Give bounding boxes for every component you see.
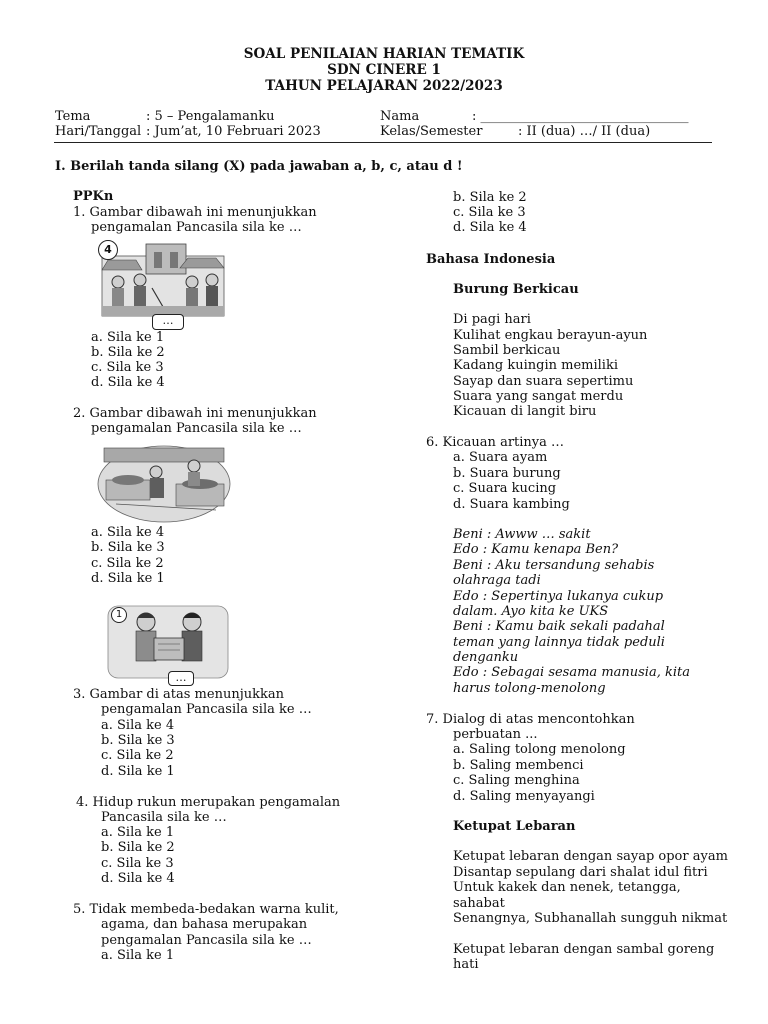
dialog-line: Edo : Kamu kenapa Ben? <box>453 542 619 557</box>
q6-line-1: 6. Kicauan artinya … <box>426 435 565 450</box>
q3-option-a: a. Sila ke 4 <box>101 718 175 733</box>
q1-option-d: d. Sila ke 4 <box>91 375 165 390</box>
q3-line-2: pengamalan Pancasila sila ke … <box>101 702 312 717</box>
q1-option-c: c. Sila ke 3 <box>91 360 164 375</box>
poem-1-line: Sambil berkicau <box>453 343 561 358</box>
q2-option-a: a. Sila ke 4 <box>91 525 165 540</box>
q7-option-b: b. Saling membenci <box>453 758 584 773</box>
q7-option-a: a. Saling tolong menolong <box>453 742 626 757</box>
q7-option-c: c. Saling menghina <box>453 773 580 788</box>
poem-2-line: sahabat <box>453 896 505 911</box>
title-line-1: SOAL PENILAIAN HARIAN TEMATIK <box>243 46 525 62</box>
poem-2-line: Untuk kakek dan nenek, tetangga, <box>453 880 681 895</box>
q5-line-3: pengamalan Pancasila sila ke … <box>101 933 312 948</box>
q2-line-1: 2. Gambar dibawah ini menunjukkan <box>73 406 317 421</box>
poem-1-line: Kicauan di langit biru <box>453 404 597 419</box>
dialog-line: dalam. Ayo kita ke UKS <box>453 604 609 619</box>
q3-answer-box: … <box>168 671 194 686</box>
q1-line-2: pengamalan Pancasila sila ke … <box>91 220 302 235</box>
q4-option-a: a. Sila ke 1 <box>101 825 175 840</box>
q7-option-d: d. Saling menyayangi <box>453 789 595 804</box>
q6-option-a: a. Suara ayam <box>453 450 548 465</box>
q6-option-c: c. Suara kucing <box>453 481 557 496</box>
q2-option-b: b. Sila ke 3 <box>91 540 165 555</box>
q4-line-2: Pancasila sila ke … <box>101 810 227 825</box>
q4-option-d: d. Sila ke 4 <box>101 871 175 886</box>
dialog-line: Edo : Sepertinya lukanya cukup <box>453 589 664 604</box>
tema-value: : 5 – Pengalamanku <box>146 109 275 124</box>
dialog-line: teman yang lainnya tidak peduli <box>453 635 665 650</box>
nama-label: Nama <box>380 109 420 124</box>
poem-2-line: Ketupat lebaran dengan sambal goreng <box>453 942 715 957</box>
q3-badge: 1 <box>111 607 127 623</box>
poem-1-title: Burung Berkicau <box>453 282 579 297</box>
dialog-line: Beni : Aku tersandung sehabis <box>453 558 655 573</box>
title-line-3: TAHUN PELAJARAN 2022/2023 <box>265 78 503 94</box>
q5-option-b: b. Sila ke 2 <box>453 190 527 205</box>
hari-label: Hari/Tanggal <box>55 124 142 139</box>
section-instruction: I. Berilah tanda silang (X) pada jawaban a, b, c, atau d ! <box>55 159 463 174</box>
poem-1-line: Sayap dan suara sepertimu <box>453 374 634 389</box>
q3-option-c: c. Sila ke 2 <box>101 748 174 763</box>
q6-option-d: d. Suara kambing <box>453 497 570 512</box>
q5-option-c: c. Sila ke 3 <box>453 205 526 220</box>
q2-option-c: c. Sila ke 2 <box>91 556 164 571</box>
q3-option-d: d. Sila ke 1 <box>101 764 175 779</box>
kelas-value: : II (dua) …/ II (dua) <box>518 124 651 139</box>
dialog-line: Beni : Kamu baik sekali padahal <box>453 619 665 634</box>
title-line-2: SDN CINERE 1 <box>327 62 441 78</box>
poem-2-title: Ketupat Lebaran <box>453 819 576 834</box>
poem-2-line: hati <box>453 957 479 972</box>
hari-value: : Jum’at, 10 Februari 2023 <box>146 124 321 139</box>
q6-option-b: b. Suara burung <box>453 466 561 481</box>
q1-option-a: a. Sila ke 1 <box>91 330 165 345</box>
q1-line-1: 1. Gambar dibawah ini menunjukkan <box>73 205 317 220</box>
poem-1-line: Suara yang sangat merdu <box>453 389 624 404</box>
dialog-line: olahraga tadi <box>453 573 541 588</box>
q4-line-1: 4. Hidup rukun merupakan pengamalan <box>76 795 341 810</box>
poem-2-line: Ketupat lebaran dengan sayap opor ayam <box>453 849 728 864</box>
header-rule <box>54 142 712 143</box>
dialog-line: harus tolong-menolong <box>453 681 606 696</box>
poem-1-line: Kadang kuingin memiliki <box>453 358 618 373</box>
dialog-line: Edo : Sebagai sesama manusia, kita <box>453 665 690 680</box>
q7-line-1: 7. Dialog di atas mencontohkan <box>426 712 635 727</box>
q7-line-2: perbuatan ... <box>453 727 538 742</box>
q3-option-b: b. Sila ke 3 <box>101 733 175 748</box>
q1-option-b: b. Sila ke 2 <box>91 345 165 360</box>
q1-answer-box: … <box>152 314 184 330</box>
poem-2-line: Disantap sepulang dari shalat idul fitri <box>453 865 708 880</box>
poem-1-line: Di pagi hari <box>453 312 531 327</box>
dialog-line: Beni : Awww … sakit <box>453 527 591 542</box>
q5-line-2: agama, dan bahasa merupakan <box>101 917 308 932</box>
q1-badge: 4 <box>98 240 118 260</box>
q4-option-b: b. Sila ke 2 <box>101 840 175 855</box>
poem-2-line: Senangnya, Subhanallah sungguh nikmat <box>453 911 728 926</box>
q2-illustration <box>96 440 232 524</box>
q3-line-1: 3. Gambar di atas menunjukkan <box>73 687 284 702</box>
q2-line-2: pengamalan Pancasila sila ke … <box>91 421 302 436</box>
q5-line-1: 5. Tidak membeda-bedakan warna kulit, <box>73 902 339 917</box>
q5-option-d: d. Sila ke 4 <box>453 220 527 235</box>
poem-1-line: Kulihat engkau berayun-ayun <box>453 328 648 343</box>
nama-value: : ________________________________ <box>472 109 689 124</box>
dialog-line: denganku <box>453 650 519 665</box>
tema-label: Tema <box>55 109 91 124</box>
q5-option-a: a. Sila ke 1 <box>101 948 175 963</box>
subject-ppkn: PPKn <box>73 189 114 204</box>
subject-bahasa-indonesia: Bahasa Indonesia <box>426 252 556 267</box>
q2-option-d: d. Sila ke 1 <box>91 571 165 586</box>
kelas-label: Kelas/Semester <box>380 124 483 139</box>
q4-option-c: c. Sila ke 3 <box>101 856 174 871</box>
